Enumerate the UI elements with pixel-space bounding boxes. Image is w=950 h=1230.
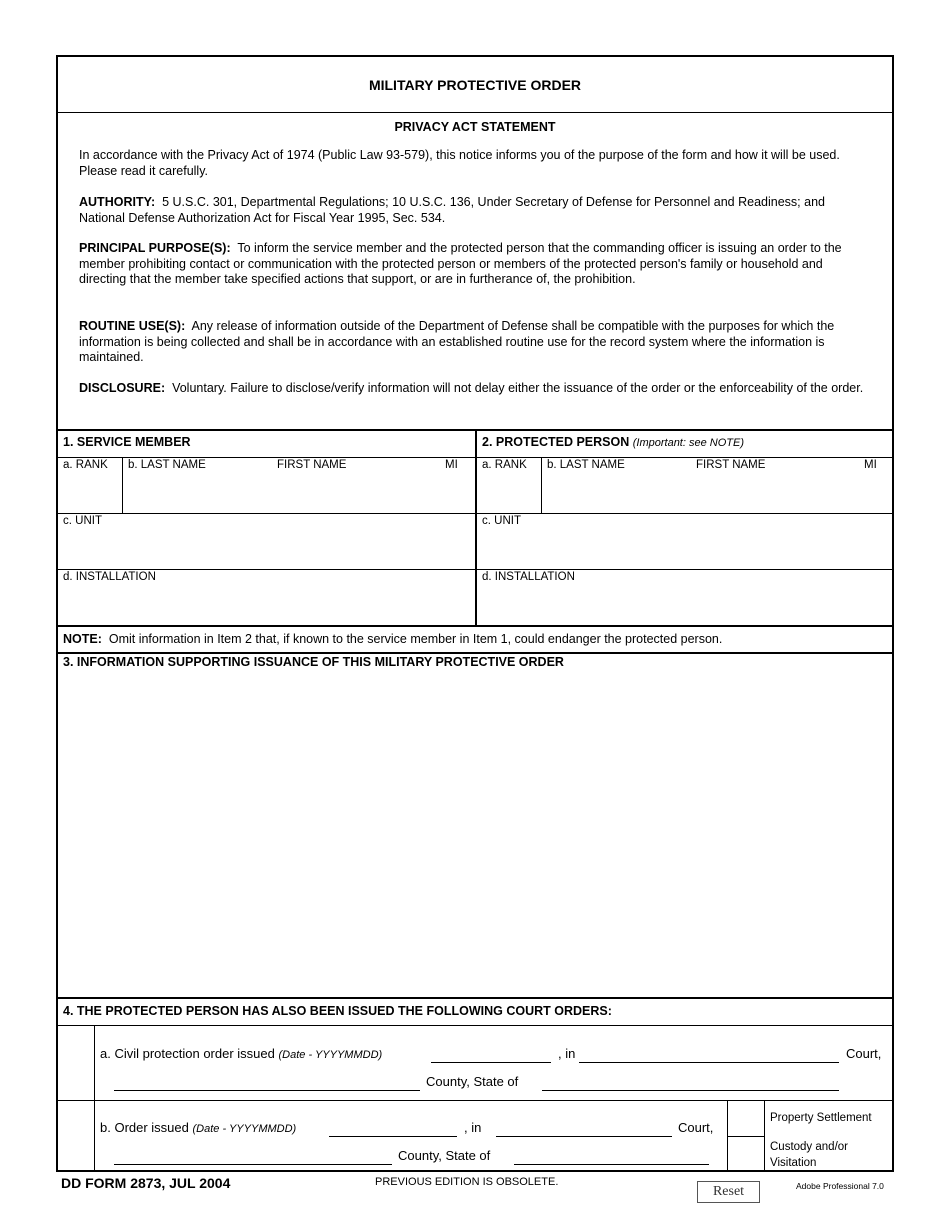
protective-order-form <box>56 55 894 1172</box>
pp-mi-label: MI <box>864 459 877 471</box>
form-id: DD FORM 2873, JUL 2004 <box>61 1175 231 1191</box>
civil-order-text: a. Civil protection order issued <box>100 1046 275 1061</box>
order-issued-court-field[interactable] <box>496 1136 672 1137</box>
order-issued-label <box>100 1120 296 1135</box>
reset-button[interactable]: Reset <box>697 1181 760 1203</box>
sm-installation-label: d. INSTALLATION <box>63 571 156 583</box>
disclosure-text: Voluntary. Failure to disclose/verify information will not delay either the issuance of the order or the enforceability of the order. <box>172 381 864 395</box>
sm-first-name-label: FIRST NAME <box>277 459 347 471</box>
custody-visitation-checkbox[interactable] <box>728 1137 764 1169</box>
custody-label-line1: Custody and/or <box>770 1141 848 1153</box>
pp-last-name-label: b. LAST NAME <box>547 459 625 471</box>
privacy-routine-use <box>79 319 869 366</box>
order-issued-county: County, State of <box>398 1148 491 1163</box>
civil-order-court-field[interactable] <box>579 1062 839 1063</box>
order-issued-court: Court, <box>678 1120 714 1135</box>
civil-order-county-field[interactable] <box>114 1090 420 1091</box>
adobe-version: Adobe Professional 7.0 <box>796 1181 884 1191</box>
note <box>63 632 722 646</box>
column-divider <box>475 429 477 625</box>
civil-order-date-hint: (Date - YYYYMMDD) <box>278 1049 383 1061</box>
purpose-text: To inform the service member and the protected person that the commanding officer is issuing an order to the member prohibiting contact or communication with the protected person or members of the protected person's family or household and directing that the member take specified actions that support, or are in furtherance of, the prohibition. <box>79 241 842 286</box>
privacy-heading: PRIVACY ACT STATEMENT <box>394 120 556 134</box>
purpose-label: PRINCIPAL PURPOSE(S): <box>79 241 231 255</box>
disclosure-label: DISCLOSURE: <box>79 381 166 395</box>
note-label: NOTE: <box>63 632 102 646</box>
divider <box>58 513 892 514</box>
previous-edition-notice: PREVIOUS EDITION IS OBSOLETE. <box>375 1176 559 1188</box>
sm-mi-label: MI <box>445 459 458 471</box>
sm-unit-label: c. UNIT <box>63 515 102 527</box>
civil-order-label <box>100 1046 382 1061</box>
divider <box>94 1025 95 1170</box>
divider <box>58 997 892 999</box>
divider <box>764 1100 765 1170</box>
privacy-act-statement <box>58 113 892 429</box>
divider <box>58 1025 892 1026</box>
property-settlement-label: Property Settlement <box>770 1112 872 1124</box>
order-issued-state-field[interactable] <box>514 1164 709 1165</box>
form-title: MILITARY PROTECTIVE ORDER <box>58 57 892 113</box>
sm-last-name-label: b. LAST NAME <box>128 459 206 471</box>
protected-person-title: 2. PROTECTED PERSON <box>482 435 630 449</box>
order-issued-text: b. Order issued <box>100 1120 189 1135</box>
protected-person-heading <box>482 435 744 449</box>
pp-installation-label: d. INSTALLATION <box>482 571 575 583</box>
pp-rank-label: a. RANK <box>482 459 527 471</box>
divider <box>58 625 892 627</box>
note-text: Omit information in Item 2 that, if known to the service member in Item 1, could endanger the protected person. <box>108 632 723 646</box>
civil-order-date-field[interactable] <box>431 1062 551 1063</box>
sm-rank-label: a. RANK <box>63 459 108 471</box>
privacy-disclosure <box>79 381 869 397</box>
routine-label: ROUTINE USE(S): <box>79 319 186 333</box>
divider <box>58 652 892 654</box>
order-issued-date-hint: (Date - YYYYMMDD) <box>192 1123 297 1135</box>
privacy-intro: In accordance with the Privacy Act of 1974 (Public Law 93-579), this notice informs you of the purpose of the form and how it will be used. Please read it carefully. <box>79 148 840 178</box>
divider <box>58 569 892 570</box>
property-settlement-checkbox[interactable] <box>728 1101 764 1135</box>
privacy-authority <box>79 195 869 226</box>
divider <box>58 457 892 458</box>
section3-heading: 3. INFORMATION SUPPORTING ISSUANCE OF THIS MILITARY PROTECTIVE ORDER <box>63 655 564 669</box>
section4-heading: 4. THE PROTECTED PERSON HAS ALSO BEEN ISSUED THE FOLLOWING COURT ORDERS: <box>63 1004 612 1018</box>
divider <box>122 457 123 513</box>
order-issued-date-field[interactable] <box>329 1136 457 1137</box>
authority-text: 5 U.S.C. 301, Departmental Regulations; 10 U.S.C. 136, Under Secretary of Defense for Personnel and Readiness; and National Defense Authorization Act for Fiscal Year 1995, Sec. 534. <box>79 195 825 225</box>
civil-order-court: Court, <box>846 1046 882 1061</box>
routine-text: Any release of information outside of the Department of Defense shall be compatible with the purposes for which the information is being collected and shall be in accordance with an established routine use for the record system where the information is maintained. <box>79 319 835 364</box>
order-issued-county-field[interactable] <box>114 1164 392 1165</box>
divider <box>58 1100 892 1101</box>
service-member-heading: 1. SERVICE MEMBER <box>63 435 191 449</box>
order-issued-in: , in <box>464 1120 482 1135</box>
pp-first-name-label: FIRST NAME <box>696 459 766 471</box>
authority-label: AUTHORITY: <box>79 195 156 209</box>
pp-unit-label: c. UNIT <box>482 515 521 527</box>
custody-label-line2: Visitation <box>770 1157 817 1169</box>
civil-order-in: , in <box>558 1046 576 1061</box>
privacy-purpose <box>79 241 869 288</box>
divider <box>541 457 542 513</box>
protected-person-note-ref: (Important: see NOTE) <box>632 437 744 449</box>
civil-order-county: County, State of <box>426 1074 519 1089</box>
civil-order-state-field[interactable] <box>542 1090 839 1091</box>
